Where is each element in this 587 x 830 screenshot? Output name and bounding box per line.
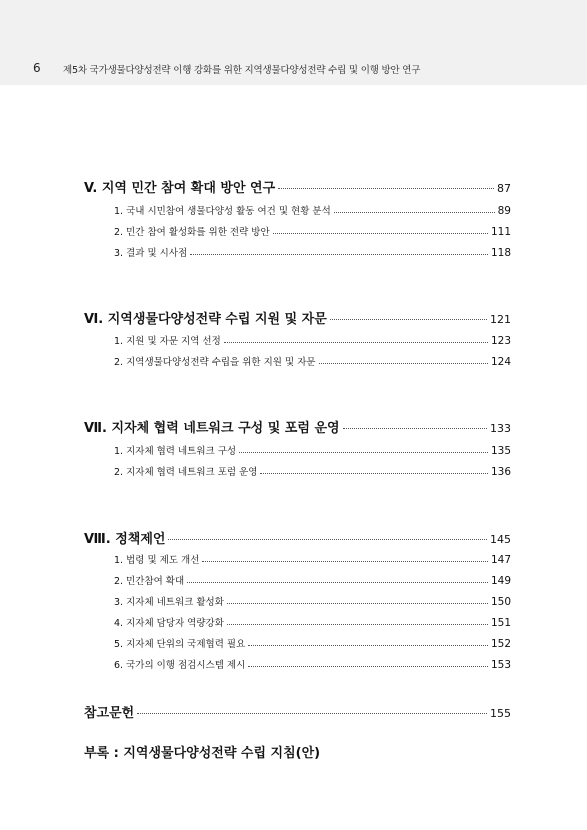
item-page: 147: [490, 554, 511, 566]
toc-item[interactable]: [114, 245, 511, 259]
appendix-title: 부록 : 지역생물다양성전략 수립 지침(안): [84, 746, 321, 761]
item-title: 1. 지원 및 자문 지역 선정: [114, 336, 221, 347]
leader-dots: [224, 342, 488, 343]
chapter-page: 145: [490, 533, 511, 546]
item-title: 2. 민간참여 확대: [114, 576, 185, 587]
chapter-page: 121: [490, 313, 511, 326]
leader-dots: [202, 561, 488, 562]
leader-dots: [248, 645, 488, 646]
item-page: 89: [497, 205, 511, 217]
toc-item[interactable]: [114, 573, 511, 587]
page-header: [0, 0, 587, 85]
running-title: 제5차 국가생물다양성전략 이행 강화를 위한 지역생물다양성전략 수립 및 이행 방안 연구: [63, 65, 421, 76]
leader-dots: [330, 319, 487, 320]
item-page: 149: [490, 575, 511, 587]
leader-dots: [168, 539, 487, 540]
item-title: 2. 지자체 협력 네트워크 포럼 운영: [114, 467, 258, 478]
leader-dots: [334, 212, 495, 213]
toc-item[interactable]: [114, 203, 511, 217]
leader-dots: [260, 473, 487, 474]
page-number: 6: [33, 61, 41, 75]
toc-item[interactable]: [114, 552, 511, 566]
references-page: 155: [490, 707, 511, 720]
chapter-title: Ⅶ. 지자체 협력 네트워크 구성 및 포럼 운영: [84, 421, 340, 436]
toc-chapter-7[interactable]: [84, 417, 511, 436]
chapter-title: V. 지역 민간 참여 확대 방안 연구: [84, 181, 276, 196]
leader-dots: [137, 713, 487, 714]
item-title: 1. 법령 및 제도 개선: [114, 555, 200, 566]
item-page: 118: [490, 247, 511, 259]
toc-item[interactable]: [114, 636, 511, 650]
toc-item[interactable]: [114, 657, 511, 671]
toc-appendix[interactable]: [84, 742, 320, 761]
item-title: 3. 지자체 네트워크 활성화: [114, 597, 224, 608]
toc-chapter-8[interactable]: [84, 528, 511, 547]
toc-chapter-5[interactable]: [84, 177, 511, 196]
toc-references[interactable]: [84, 702, 511, 721]
toc-item[interactable]: [114, 224, 511, 238]
leader-dots: [227, 624, 488, 625]
toc-chapter-6[interactable]: [84, 308, 511, 327]
chapter-page: 133: [490, 422, 511, 435]
chapter-page: 87: [497, 182, 511, 195]
references-title: 참고문헌: [84, 706, 135, 721]
toc-item[interactable]: [114, 594, 511, 608]
chapter-title: Ⅷ. 정책제언: [84, 532, 166, 547]
leader-dots: [239, 452, 488, 453]
leader-dots: [278, 188, 494, 189]
leader-dots: [319, 363, 488, 364]
toc-item[interactable]: [114, 464, 511, 478]
chapter-title: Ⅵ. 지역생물다양성전략 수립 지원 및 자문: [84, 312, 327, 327]
item-title: 4. 지자체 담당자 역량강화: [114, 618, 224, 629]
item-page: 152: [490, 638, 511, 650]
item-title: 5. 지자체 단위의 국제협력 필요: [114, 639, 246, 650]
item-page: 150: [490, 596, 511, 608]
item-title: 2. 지역생물다양성전략 수립을 위한 지원 및 자문: [114, 357, 316, 368]
item-page: 136: [490, 466, 511, 478]
toc-item[interactable]: [114, 615, 511, 629]
item-page: 111: [490, 226, 511, 238]
toc-item[interactable]: [114, 443, 511, 457]
item-page: 151: [490, 617, 511, 629]
item-page: 135: [490, 445, 511, 457]
toc-item[interactable]: [114, 354, 511, 368]
item-title: 6. 국가의 이행 점검시스템 제시: [114, 660, 246, 671]
leader-dots: [190, 254, 488, 255]
item-title: 1. 국내 시민참여 생물다양성 활동 여건 및 현황 분석: [114, 206, 331, 217]
item-page: 153: [490, 659, 511, 671]
leader-dots: [227, 603, 488, 604]
leader-dots: [343, 428, 487, 429]
item-page: 124: [490, 356, 511, 368]
item-title: 2. 민간 참여 활성화를 위한 전략 방안: [114, 227, 270, 238]
leader-dots: [273, 233, 488, 234]
item-title: 3. 결과 및 시사점: [114, 248, 188, 259]
leader-dots: [187, 582, 488, 583]
toc-item[interactable]: [114, 333, 511, 347]
item-page: 123: [490, 335, 511, 347]
item-title: 1. 지자체 협력 네트워크 구성: [114, 446, 237, 457]
leader-dots: [248, 666, 488, 667]
